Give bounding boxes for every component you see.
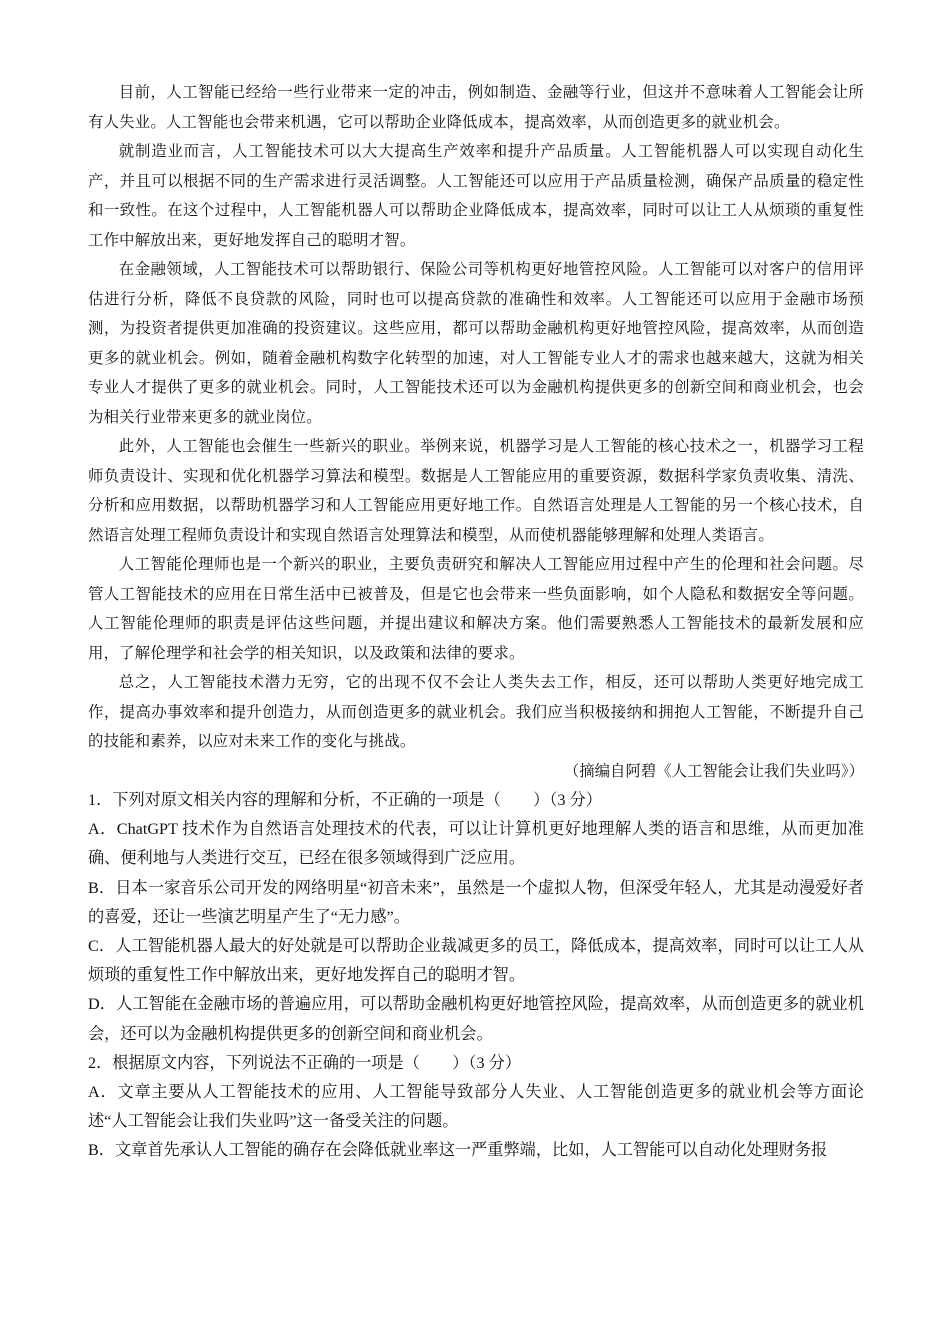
exam-page [88, 78, 864, 1166]
question-2-stem: 2．根据原文内容，下列说法不正确的一项是（ ）（3 分） [88, 1053, 522, 1072]
question-1-option-a: A．ChatGPT 技术作为自然语言处理技术的代表，可以让计算机更好地理解人类的语言和思维，从而更加准确、便利地与人类进行交互，已经在很多领域得到广泛应用。 [88, 820, 864, 868]
question-1-option-c: C．人工智能机器人最大的好处就是可以帮助企业裁减更多的员工，降低成本，提高效率，同时可以让工人从烦琐的重复性工作中解放出来，更好地发挥自己的聪明才智。 [88, 937, 864, 985]
article-paragraph-2: 就制造业而言，人工智能技术可以大大提高生产效率和提升产品质量。人工智能机器人可以实现自动化生产，并且可以根据不同的生产需求进行灵活调整。人工智能还可以应用于产品质量检测，确保产品质量的稳定性和一致性。在这个过程中，人工智能机器人可以帮助企业降低成本，提高效率，同时可以让工人从烦琐的重复性工作中解放出来，更好地发挥自己的聪明才智。 [88, 142, 864, 249]
question-1-option-b: B．日本一家音乐公司开发的网络明星“初音未来”，虽然是一个虚拟人物，但深受年轻人，尤其是动漫爱好者的喜爱，还让一些演艺明星产生了“无力感”。 [88, 878, 864, 926]
question-1-stem: 1．下列对原文相关内容的理解和分析，不正确的一项是（ ）（3 分） [88, 791, 602, 809]
question-2-option-a: A．文章主要从人工智能技术的应用、人工智能导致部分人失业、人工智能创造更多的就业机会等方面论述“人工智能会让我们失业吗”这一备受关注的问题。 [88, 1083, 864, 1131]
article-paragraph-6: 总之，人工智能技术潜力无穷，它的出现不仅不会让人类失去工作，相反，还可以帮助人类更好地完成工作，提高办事效率和提升创造力，从而创造更多的就业机会。我们应当积极接纳和拥抱人工智能，不断提升自己的技能和素养，以应对未来工作的变化与挑战。 [88, 673, 864, 750]
article-paragraph-4: 此外，人工智能也会催生一些新兴的职业。举例来说，机器学习是人工智能的核心技术之一，机器学习工程师负责设计、实现和优化机器学习算法和模型。数据是人工智能应用的重要资源，数据科学家负责收集、清洗、分析和应用数据，以帮助机器学习和人工智能应用更好地工作。自然语言处理是人工智能的另一个核心技术，自然语言处理工程师负责设计和实现自然语言处理算法和模型，从而使机器能够理解和处理人类语言。 [88, 437, 864, 544]
question-2-option-b: B．文章首先承认人工智能的确存在会降低就业率这一严重弊端，比如，人工智能可以自动化处理财务报 [88, 1141, 828, 1160]
article-paragraph-3: 在金融领域，人工智能技术可以帮助银行、保险公司等机构更好地管控风险。人工智能可以对客户的信用评估进行分析，降低不良贷款的风险，同时也可以提高贷款的准确性和效率。人工智能还可以应用于金融市场预测，为投资者提供更加准确的投资建议。这些应用，都可以帮助金融机构更好地管控风险，提高效率，从而创造更多的就业机会。例如，随着金融机构数字化转型的加速，对人工智能专业人才的需求也越来越大，这就为相关专业人才提供了更多的就业机会。同时，人工智能技术还可以为金融机构提供更多的创新空间和商业机会，也会为相关行业带来更多的就业岗位。 [88, 260, 864, 426]
article-paragraph-5: 人工智能伦理师也是一个新兴的职业，主要负责研究和解决人工智能应用过程中产生的伦理和社会问题。尽管人工智能技术的应用在日常生活中已被普及，但是它也会带来一些负面影响，如个人隐私和数据安全等问题。人工智能伦理师的职责是评估这些问题，并提出建议和解决方案。他们需要熟悉人工智能技术的最新发展和应用，了解伦理学和社会学的相关知识，以及政策和法律的要求。 [88, 555, 864, 662]
question-1-option-d: D．人工智能在金融市场的普遍应用，可以帮助金融机构更好地管控风险，提高效率，从而创造更多的就业机会，还可以为金融机构提供更多的创新空间和商业机会。 [88, 995, 864, 1043]
question-1 [88, 786, 864, 1049]
article-paragraph-1: 目前，人工智能已经给一些行业带来一定的冲击，例如制造、金融等行业，但这并不意味着人工智能会让所有人失业。人工智能也会带来机遇，它可以帮助企业降低成本，提高效率，从而创造更多的就业机会。 [88, 83, 864, 131]
article [88, 78, 864, 786]
question-2 [88, 1049, 864, 1166]
article-source: （摘编自阿碧《人工智能会让我们失业吗》） [563, 761, 864, 780]
